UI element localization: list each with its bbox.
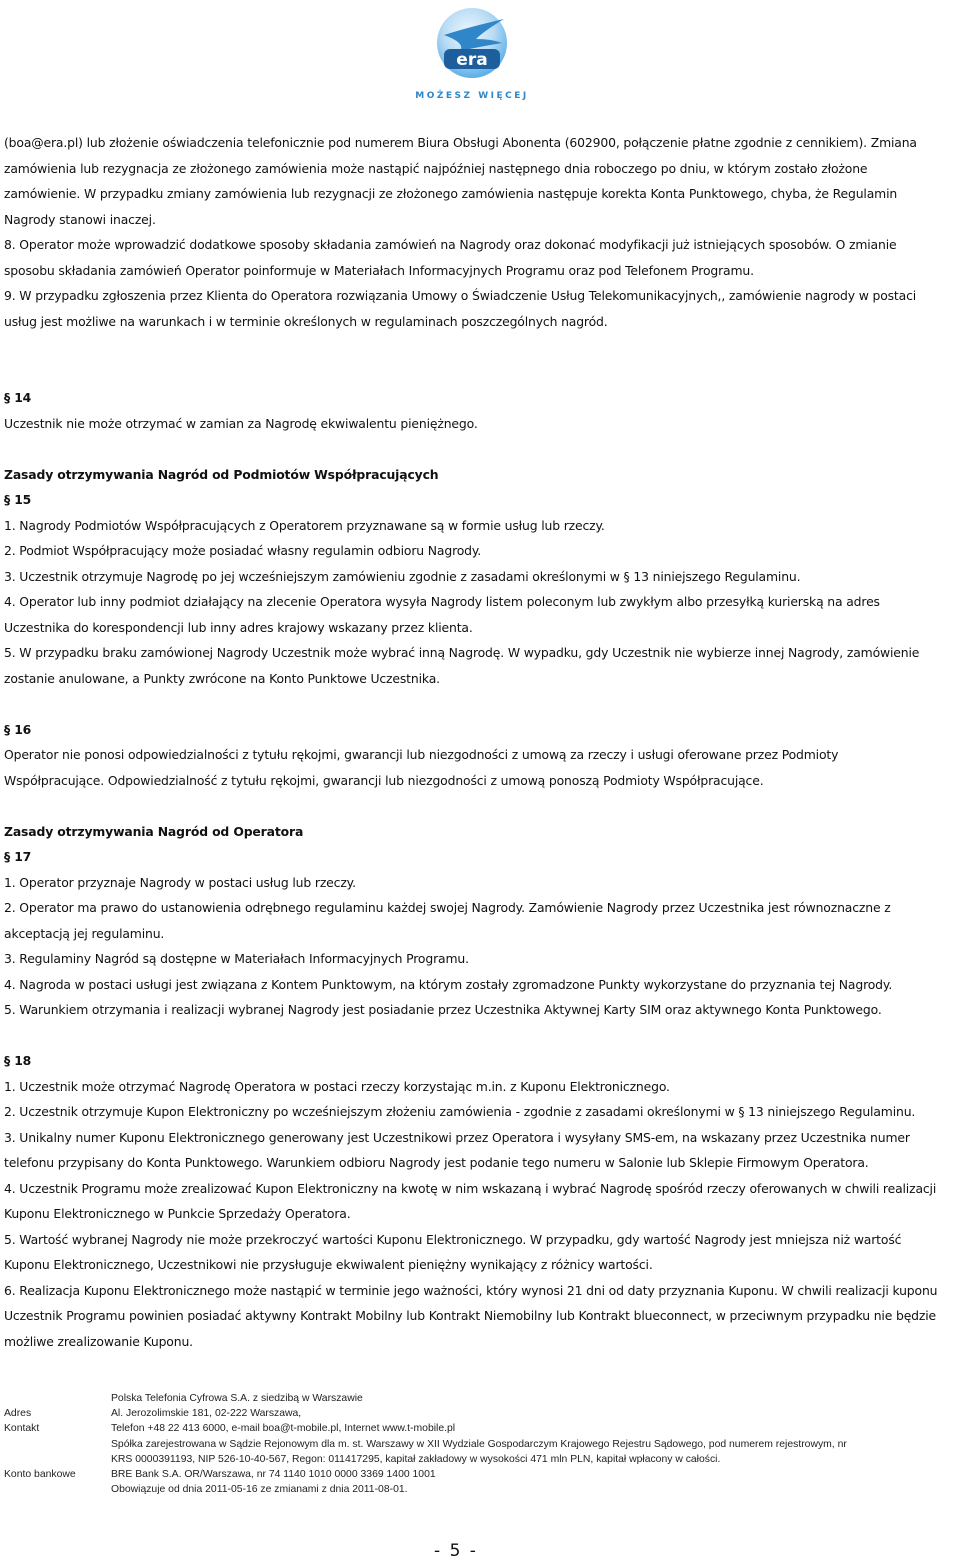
- paragraph-continuation: [4, 130, 942, 232]
- section-17-item: 2. Operator ma prawo do ustanowienia odrębnego regulaminu każdej swojej Nagrody. Zamówienie Nagrody przez Uczestnika jest równoznaczne z akceptacją jej regulaminu.: [4, 900, 891, 941]
- footer-kontakt: Telefon +48 22 413 6000, e-mail boa@t-mobile.pl, Internet www.t-mobile.pl: [111, 1423, 456, 1435]
- section-17-item: 1. Operator przyznaje Nagrody w postaci usług lub rzeczy.: [4, 874, 356, 890]
- footer-konto: BRE Bank S.A. OR/Warszawa, nr 74 1140 1010 0000 3369 1400 1001: [111, 1469, 436, 1481]
- paragraph-9: 9. W przypadku zgłoszenia przez Klienta do Operatora rozwiązania Umowy o Świadczenie Usług Telekomunikacyjnych,, zamówienie nagrody w postaci usług jest możliwe na warunkach i w terminie określonych w regulaminach poszczególnych nagród.: [4, 288, 917, 329]
- paragraph-text: W przypadku zmiany zamówienia lub rezygnacji ze złożonego zamówienia następuje korekta Konta Punktowego, chyba, że Regulamin Nagrody stanowi inaczej.: [4, 186, 898, 227]
- section-18-item: 3. Unikalny numer Kuponu Elektronicznego generowany jest Uczestnikowi przez Operatora i wysyłany SMS-em, na wskazany przez Uczestnika numer telefonu przypisany do Konta Punktowego. Warunkiem odbioru Nagrody jest podanie tego numeru w Salonie lub Sklepie Firmowym Operatora.: [4, 1129, 910, 1170]
- section-18-item: 2. Uczestnik otrzymuje Kupon Elektroniczny po wcześniejszym złożeniu zamówienia - zgodnie z zasadami określonymi w § 13 niniejszego Regulaminu.: [4, 1104, 916, 1119]
- paragraph-8: 8. Operator może wprowadzić dodatkowe sposoby składania zamówień na Nagrody oraz dokonać modyfikacji już istniejących sposobów. O zmianie sposobu składania zamówień Operator poinformuje w Materiałach Informacyjnych Programu oraz pod Telefonem Programu.: [4, 237, 897, 278]
- section-15-item: 5. W przypadku braku zamówionej Nagrody Uczestnik może wybrać inną Nagrodę. W wypadku, gdy Uczestnik nie wybierze innej Nagrody, zamówienie zostanie anulowane, a Punkty zwrócone na Konto Punktowe Uczestnika.: [4, 645, 920, 686]
- section-16-number: § 16: [4, 721, 32, 737]
- era-bird-logo-icon: [414, 5, 532, 103]
- section-15-item: 3. Uczestnik otrzymuje Nagrodę po jej wcześniejszym zamówieniu zgodnie z zasadami określonymi w § 13 niniejszego Regulaminu.: [4, 568, 801, 584]
- section-18-item: 4. Uczestnik Programu może zrealizować Kupon Elektroniczny na kwotę w nim wskazaną i wybrać Nagrodę spośród rzeczy oferowanych w chwili realizacji Kuponu Elektronicznego w Punkcie Sprzedaży Operatora.: [4, 1180, 937, 1221]
- paragraph-text: (boa@era.pl) lub złożenie oświadczenia telefonicznie pod numerem Biura Obsługi Abonenta (602900, połączenie płatne zgodnie z cennikiem). Zmiana zamówienia lub rezygnacja ze złożonego zamówienia może nastąpić najpóźniej następnego dnia roboczego po dniu, w którym zostało złożone zamówienie.: [4, 135, 917, 201]
- section-18-item: 6. Realizacja Kuponu Elektronicznego może nastąpić w terminie jego ważności, który wynosi 21 dni od daty przyznania Kuponu. W chwili realizacji kuponu Uczestnik Programu powinien posiadać aktywny Kontrakt Mobilny lub Kontrakt Niemobilny lub Kontrakt blueconnect, w przeciwnym przypadku nie będzie możliwe zrealizowanie Kuponu.: [4, 1282, 938, 1349]
- footer-konto-label: Konto bankowe: [4, 1469, 76, 1481]
- heading-operator: Zasady otrzymywania Nagród od Operatora: [4, 823, 304, 839]
- section-17-item: 4. Nagroda w postaci usługi jest związana z Kontem Punktowym, na którym zostały zgromadzone Punkty wykorzystane do przyznania tej Nagrody.: [4, 976, 893, 992]
- section-14-number: § 14: [4, 390, 32, 405]
- section-16-text: Operator nie ponosi odpowiedzialności z tytułu rękojmi, gwarancji lub niezgodności z umową za rzeczy i usługi oferowane przez Podmioty Współpracujące. Odpowiedzialność z tytułu rękojmi, gwarancji lub niezgodności z umową ponoszą Podmioty Współpracujące.: [4, 747, 839, 788]
- section-17-number: § 17: [4, 849, 32, 864]
- section-15-number: § 15: [4, 492, 32, 507]
- page-number: - 5 -: [434, 1541, 478, 1561]
- section-18-number: § 18: [4, 1053, 32, 1068]
- era-logo: [414, 5, 532, 103]
- section-15-item: 2. Podmiot Współpracujący może posiadać własny regulamin odbioru Nagrody.: [4, 543, 482, 558]
- footer-adres: Al. Jerozolimskie 181, 02-222 Warszawa,: [111, 1408, 302, 1420]
- section-15-item: 4. Operator lub inny podmiot działający na zlecenie Operatora wysyła Nagrody listem poleconym lub zwykłym albo przesyłką kurierską na adres Uczestnika do korespondencji lub inny adres krajowy wskazany przez klienta.: [4, 594, 880, 635]
- footer-kontakt-label: Kontakt: [4, 1423, 40, 1435]
- section-18-item: 1. Uczestnik może otrzymać Nagrodę Operatora w postaci rzeczy korzystając m.in. z Kuponu Elektronicznego.: [4, 1078, 670, 1094]
- footer-valid: Obowiązuje od dnia 2011-05-16 ze zmianami z dnia 2011-08-01.: [111, 1484, 408, 1496]
- section-18-item: 5. Wartość wybranej Nagrody nie może przekroczyć wartości Kuponu Elektronicznego. W przypadku, gdy wartość Nagrody jest mniejsza niż wartość Kuponu Elektronicznego, Uczestnikowi nie przysługuje ekwiwalent pieniężny wynikający z różnicy wartości.: [4, 1231, 902, 1272]
- footer-registration-1: Spółka zarejestrowana w Sądzie Rejonowym dla m. st. Warszawy w XII Wydziale Gospodarczym Krajowego Rejestru Sądowego, pod numerem rejestrowym, nr: [111, 1438, 847, 1450]
- section-17-item: 5. Warunkiem otrzymania i realizacji wybranej Nagrody jest posiadanie przez Uczestnika Aktywnej Karty SIM oraz aktywnego Konta Punktowego.: [4, 1002, 882, 1017]
- page-footer: [4, 1391, 959, 1497]
- heading-podmioty: Zasady otrzymywania Nagród od Podmiotów Współpracujących: [4, 466, 439, 482]
- document-body: [4, 130, 942, 1354]
- footer-registration-2: KRS 0000391193, NIP 526-10-40-567, Regon: 011417295, kapitał zakładowy w wysokości 471 mln PLN, kapitał wpłacony w całości.: [111, 1453, 721, 1465]
- section-17-item: 3. Regulaminy Nagród są dostępne w Materiałach Informacyjnych Programu.: [4, 951, 469, 966]
- logo-brand: era: [456, 50, 488, 70]
- section-15-item: 1. Nagrody Podmiotów Współpracujących z Operatorem przyznawane są w formie usług lub rzeczy.: [4, 517, 605, 533]
- logo-tagline: MOŻESZ WIĘCEJ: [415, 91, 529, 101]
- footer-company: Polska Telefonia Cyfrowa S.A. z siedzibą w Warszawie: [111, 1393, 363, 1404]
- footer-adres-label: Adres: [4, 1408, 32, 1420]
- section-14-text: Uczestnik nie może otrzymać w zamian za Nagrodę ekwiwalentu pieniężnego.: [4, 415, 478, 431]
